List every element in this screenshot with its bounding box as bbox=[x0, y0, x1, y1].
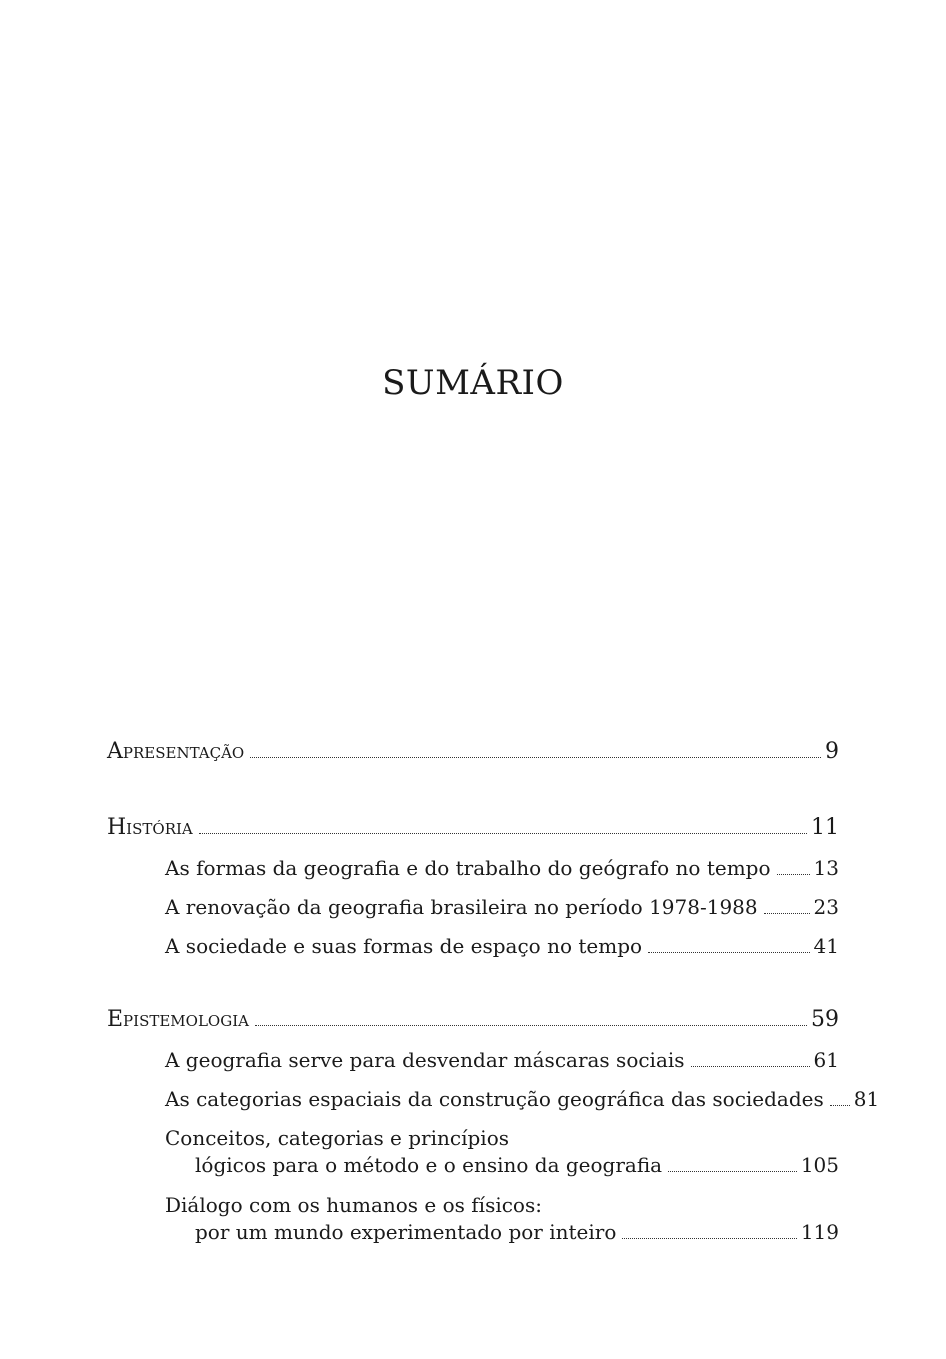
dot-leader bbox=[199, 833, 807, 834]
toc-entry-label-line2: por um mundo experimentado por inteiro bbox=[195, 1220, 617, 1244]
toc-page-number: 13 bbox=[813, 856, 839, 880]
toc-entry-line2 bbox=[107, 1153, 839, 1177]
toc-page-number: 105 bbox=[800, 1153, 839, 1177]
toc-entry-label: As formas da geografia e do trabalho do geógrafo no tempo bbox=[165, 856, 771, 880]
toc-entry-historia[interactable] bbox=[107, 816, 839, 840]
dot-leader bbox=[764, 913, 810, 914]
toc-entry-epistemologia[interactable] bbox=[107, 1008, 839, 1032]
toc-entry-apresentacao[interactable] bbox=[107, 740, 839, 764]
dot-leader bbox=[777, 874, 810, 875]
dot-leader bbox=[648, 952, 810, 953]
dot-leader bbox=[668, 1171, 797, 1172]
toc-page-number: 59 bbox=[811, 1007, 839, 1032]
toc-entry-epistemologia-1[interactable] bbox=[107, 1048, 839, 1072]
toc-entry-label: História bbox=[107, 815, 193, 840]
toc-entry-historia-3[interactable] bbox=[107, 934, 839, 958]
dot-leader bbox=[255, 1025, 807, 1026]
table-of-contents bbox=[107, 739, 880, 1244]
toc-page-number: 41 bbox=[813, 934, 839, 958]
toc-entry-epistemologia-3[interactable] bbox=[107, 1126, 839, 1177]
toc-entry-label: Epistemologia bbox=[107, 1007, 249, 1032]
dot-leader bbox=[830, 1105, 850, 1106]
toc-entry-line2 bbox=[107, 1220, 839, 1244]
toc-entry-historia-2[interactable] bbox=[107, 895, 839, 919]
dot-leader bbox=[622, 1238, 796, 1239]
toc-entry-label: A sociedade e suas formas de espaço no tempo bbox=[165, 934, 643, 958]
toc-entry-historia-1[interactable] bbox=[107, 856, 839, 880]
toc-entry-epistemologia-2[interactable] bbox=[107, 1087, 880, 1111]
toc-page-number: 61 bbox=[813, 1048, 839, 1072]
toc-page-number: 23 bbox=[813, 895, 839, 919]
toc-entry-label: Apresentação bbox=[107, 739, 245, 764]
toc-page-number: 11 bbox=[811, 815, 839, 840]
toc-page-number: 81 bbox=[853, 1087, 880, 1111]
toc-entry-label-line1: Conceitos, categorias e princípios bbox=[165, 1126, 509, 1150]
toc-entry-label: A geografia serve para desvendar máscaras sociais bbox=[165, 1048, 685, 1072]
toc-page-number: 9 bbox=[825, 739, 839, 764]
page-title: SUMÁRIO bbox=[382, 362, 564, 403]
toc-entry-label-line1: Diálogo com os humanos e os físicos: bbox=[165, 1193, 542, 1217]
toc-entry-label: A renovação da geografia brasileira no período 1978-1988 bbox=[165, 895, 758, 919]
toc-entry-epistemologia-4[interactable] bbox=[107, 1193, 839, 1244]
toc-entry-label-line2: lógicos para o método e o ensino da geografia bbox=[195, 1153, 663, 1177]
toc-page-number: 119 bbox=[800, 1220, 839, 1244]
dot-leader bbox=[250, 757, 821, 758]
dot-leader bbox=[691, 1066, 810, 1067]
toc-entry-label: As categorias espaciais da construção geográfica das sociedades bbox=[165, 1087, 824, 1111]
